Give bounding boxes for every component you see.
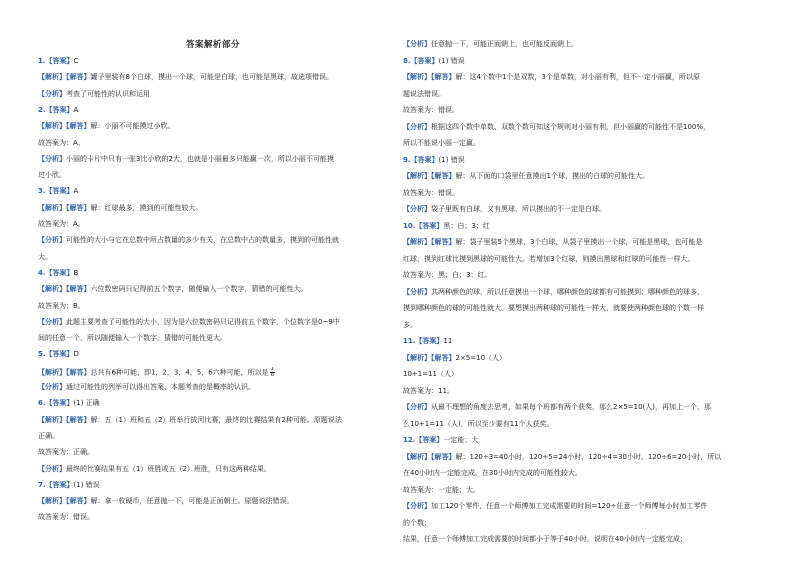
line-tag: 11.【答案】 — [403, 337, 444, 345]
left-line — [38, 481, 398, 490]
right-line — [403, 502, 763, 511]
left-line — [38, 155, 398, 164]
line-text: D — [73, 350, 79, 359]
line-text: 解：红球最多，摸到的可能性较大。 — [90, 203, 203, 212]
line-text: 一定能；大 — [443, 436, 479, 444]
left-line — [38, 106, 398, 115]
line-tag: 5.【答案】 — [38, 350, 74, 359]
line-text: 解：从下面的口袋里任意摸出1个球，摸出的白球的可能性大。 — [455, 172, 649, 180]
left-line — [38, 90, 398, 99]
line-tag: 【解析】【解答】 — [38, 285, 91, 294]
left-line — [38, 399, 398, 408]
line-tag: 【解析】【解答】 — [403, 452, 456, 461]
line-text: 故答案为：B。 — [38, 301, 85, 310]
right-line — [403, 73, 763, 82]
right-line — [403, 156, 763, 165]
line-text: 摸到哪种颜色的球的可能性就大。要想摸出两种球的可能性一样大，就要使两种颜色球的个数一样 — [403, 304, 704, 312]
line-text: 解：五（1）班和五（2）班举行拔河比赛，最终的比赛结果有2种可能。原题说法 — [90, 415, 342, 424]
line-tag: 【解析】【解答】 — [403, 73, 456, 81]
line-tag: 10.【答案】 — [403, 221, 444, 230]
line-tag: 【解析】【解答】 — [38, 497, 91, 506]
line-text: 11 — [443, 337, 453, 345]
right-line — [403, 321, 763, 330]
left-line — [38, 269, 398, 278]
line-text: 正确。 — [38, 431, 59, 440]
right-line — [403, 205, 763, 214]
line-text: 故答案为：黑；白；3；红。 — [403, 271, 492, 279]
line-text: 过小欣。 — [38, 171, 66, 180]
line-text: 小丽的卡片中只有一张3比小欣的2大，也就是小丽最多只能赢一次，所以小丽不可能摸 — [66, 154, 334, 163]
line-tag: 【解析】【解答】 — [38, 415, 91, 424]
right-line — [403, 304, 763, 313]
line-text: C — [73, 57, 79, 65]
line-text: (1) 错误 — [73, 480, 100, 489]
line-text: 考查了可能性的认识和运用 — [66, 89, 150, 98]
right-line — [403, 387, 763, 396]
line-tag: 【分析】 — [38, 464, 66, 473]
right-line — [403, 90, 763, 99]
line-tag: 【分析】 — [38, 383, 66, 391]
right-line — [403, 222, 763, 231]
line-text: 罐子里装有8个白球，摸出一个球，可能是白球，也可能是黑球，故选项错误。 — [90, 73, 333, 82]
left-line — [38, 73, 398, 82]
line-text: 么10+1=11（人)，所以至少要有11个人获奖。 — [403, 419, 554, 428]
left-line — [38, 416, 398, 425]
page-title: 答案解析部分 — [185, 40, 240, 50]
line-text: 红球，摸到红球比摸到黑球的可能性大。若增加3个红球，则摸出黑球和红球的可能性一样大。 — [403, 254, 695, 263]
line-text: (1) 错误 — [438, 155, 465, 164]
left-line — [38, 367, 398, 378]
line-text: 袋子里既有白球，又有黑球，所以摸出的不一定是白球。 — [431, 205, 606, 213]
line-tag: 9.【答案】 — [403, 155, 439, 164]
line-text: A — [73, 105, 79, 114]
line-text: 的个数； — [403, 518, 431, 527]
line-text: 2×5=10（人） — [455, 353, 507, 362]
line-text: 故答案为：A。 — [38, 138, 85, 147]
line-text: 结果，任意一个师傅加工完成需要的时间都小于等于40小时，说明在40小时内一定能完成； — [403, 535, 687, 543]
line-text: 黑；白；3；红 — [443, 221, 490, 230]
line-text: 题说法错误。 — [403, 89, 445, 98]
left-line — [38, 334, 398, 343]
left-line — [38, 513, 398, 522]
line-text: 解：120÷3=40小时，120÷5=24小时，120÷4=30小时，120÷6=20小时，所以 — [455, 452, 722, 461]
line-tag: 12.【答案】 — [403, 436, 444, 444]
line-tag: 【解析】【解答】 — [38, 203, 91, 212]
line-tag: 【分析】 — [403, 403, 431, 411]
left-line — [38, 204, 398, 213]
left-line — [38, 285, 398, 294]
line-tag: 【分析】 — [403, 502, 431, 510]
left-line — [38, 497, 398, 506]
line-tag: 【解析】【解答】 — [403, 353, 456, 362]
line-text: 总共有6种可能，即1，2，3，4，5，6六种可能，所以是 — [90, 368, 269, 377]
left-line — [38, 187, 398, 196]
left-line — [38, 465, 398, 474]
right-line — [403, 403, 763, 412]
line-text: (1) 正确 — [73, 399, 100, 408]
right-line — [403, 238, 763, 247]
left-line — [38, 448, 398, 457]
left-line — [38, 383, 398, 392]
left-line — [38, 139, 398, 148]
right-line — [403, 123, 763, 132]
line-tag: 【分析】 — [38, 236, 66, 245]
right-line — [403, 40, 763, 49]
line-tag: 【分析】 — [403, 205, 431, 213]
line-tag: 【分析】 — [38, 317, 66, 326]
right-line — [403, 337, 763, 346]
line-tag: 【解析】【解答】 — [403, 238, 456, 246]
line-text: 故答案为：错误。 — [38, 513, 94, 522]
line-tag: 【分析】 — [403, 40, 431, 48]
left-line — [38, 350, 398, 359]
line-text: 故答案为：正确。 — [38, 448, 94, 457]
line-tag: 【解析】【解答】 — [38, 368, 91, 377]
right-line — [403, 519, 763, 528]
line-tag: 4.【答案】 — [38, 268, 74, 277]
line-text: B — [73, 268, 79, 277]
right-line — [403, 453, 763, 462]
left-line — [38, 220, 398, 229]
line-text: 在40小时内一定能完成，在30小时内完成的可能性较大。 — [403, 469, 582, 477]
line-tag: 【分析】 — [403, 287, 431, 296]
line-text: 10+1=11（人） — [403, 370, 458, 378]
right-line — [403, 271, 763, 280]
fraction-numerator: 1 — [270, 366, 275, 372]
right-line — [403, 486, 763, 495]
line-tag: 8.【答案】 — [403, 56, 439, 65]
line-text: 任意抛一下，可能正面朝上，也可能反面朝上。 — [431, 40, 578, 48]
line-text: 根据这四个数中单数、双数个数可知这个规则对小丽有利，但小丽赢的可能性不是100%， — [431, 122, 711, 131]
line-text: 大。 — [38, 252, 52, 261]
fraction-denominator: 6 — [270, 371, 275, 378]
line-text: 解：拿一枚硬币，任意抛一下，可能是正面朝上。原题说法错误。 — [90, 497, 294, 506]
line-text: 此题主要考查了可能性的大小，因为是六位数密码只记得前五个数字，个位数字是0~9中 — [66, 317, 340, 326]
line-text: 从最不理想的角度去思考，如果每个班都有两个获奖，那么2×5=10(人)，再加上一个，那 — [431, 403, 712, 411]
right-line — [403, 535, 763, 544]
line-text: 最终的比赛结果有五（1）班胜或五（2）班胜，只有这两种结果。 — [66, 464, 271, 473]
right-line — [403, 436, 763, 445]
line-tag: 6.【答案】 — [38, 399, 74, 408]
line-text: 故答案为：错误。 — [403, 188, 459, 197]
line-text: 解：这4个数中1个是双数，3个是单数，对小丽有利，但不一定小丽赢，所以原 — [455, 73, 700, 81]
line-tag: 1.【答案】 — [38, 57, 74, 65]
right-line — [403, 420, 763, 429]
line-tag: 【分析】 — [38, 89, 66, 98]
line-text: 解：袋子里装5个黑球，3个白球，从袋子里摸出一个球，可能是黑球，也可能是 — [455, 238, 703, 246]
line-text: 间的任意一个，所以随便输入一个数字，猜错的可能性更大。 — [38, 334, 227, 343]
right-line — [403, 469, 763, 478]
left-line — [38, 236, 398, 245]
line-tag: 2.【答案】 — [38, 105, 74, 114]
line-tag: 【分析】 — [38, 154, 66, 163]
left-line — [38, 122, 398, 131]
line-text: (1) 错误 — [438, 56, 465, 65]
line-text: 可能性的大小与它在总数中所占数量的多少有关，在总数中占的数量多，摸到的可能性就 — [66, 236, 339, 245]
left-line — [38, 302, 398, 311]
left-line — [38, 318, 398, 327]
fraction — [270, 367, 276, 378]
right-line — [403, 255, 763, 264]
line-text: 六位数密码只记得前五个数字，随便输入一个数字，猜错的可能性大。 — [90, 285, 308, 294]
right-line — [403, 370, 763, 379]
right-line — [403, 354, 763, 363]
line-tag: 【解析】【解答】 — [38, 73, 91, 82]
left-line — [38, 57, 398, 66]
line-text: 解：小丽不可能摸过小欣。 — [90, 122, 175, 131]
right-line — [403, 189, 763, 198]
line-text: 多。 — [403, 320, 417, 329]
right-line — [403, 288, 763, 297]
left-line — [38, 432, 398, 441]
line-text: 通过可能性的列举可以得出答案，本题考查的是概率的认识。 — [66, 383, 255, 391]
right-line — [403, 57, 763, 66]
line-tag: 3.【答案】 — [38, 187, 74, 196]
line-text: 故答案为：11。 — [403, 386, 454, 395]
line-tag: 【解析】【解答】 — [403, 172, 456, 180]
right-line — [403, 106, 763, 115]
line-text: A — [73, 187, 79, 196]
line-text: 故答案为：A。 — [38, 220, 85, 228]
line-tag: 【解析】【解答】 — [38, 122, 91, 131]
left-line — [38, 253, 398, 262]
line-text: 共两种颜色的球，所以任意摸出一个球，哪种颜色的球都有可能摸到；哪种颜色的球多， — [431, 287, 704, 296]
line-text: 故答案为：错误。 — [403, 106, 459, 114]
line-tag: 7.【答案】 — [38, 480, 74, 489]
left-line — [38, 171, 398, 180]
right-line — [403, 139, 763, 148]
line-text: 所以不能说小丽一定赢。 — [403, 139, 480, 147]
line-text: 故答案为：一定能；大。 — [403, 485, 480, 494]
line-text: 加工120个零件，任意一个师傅加工完成需要的时间=120÷任意一个师傅每小时加工零件 — [431, 502, 708, 510]
line-tag: 【分析】 — [403, 122, 431, 131]
right-line — [403, 172, 763, 181]
